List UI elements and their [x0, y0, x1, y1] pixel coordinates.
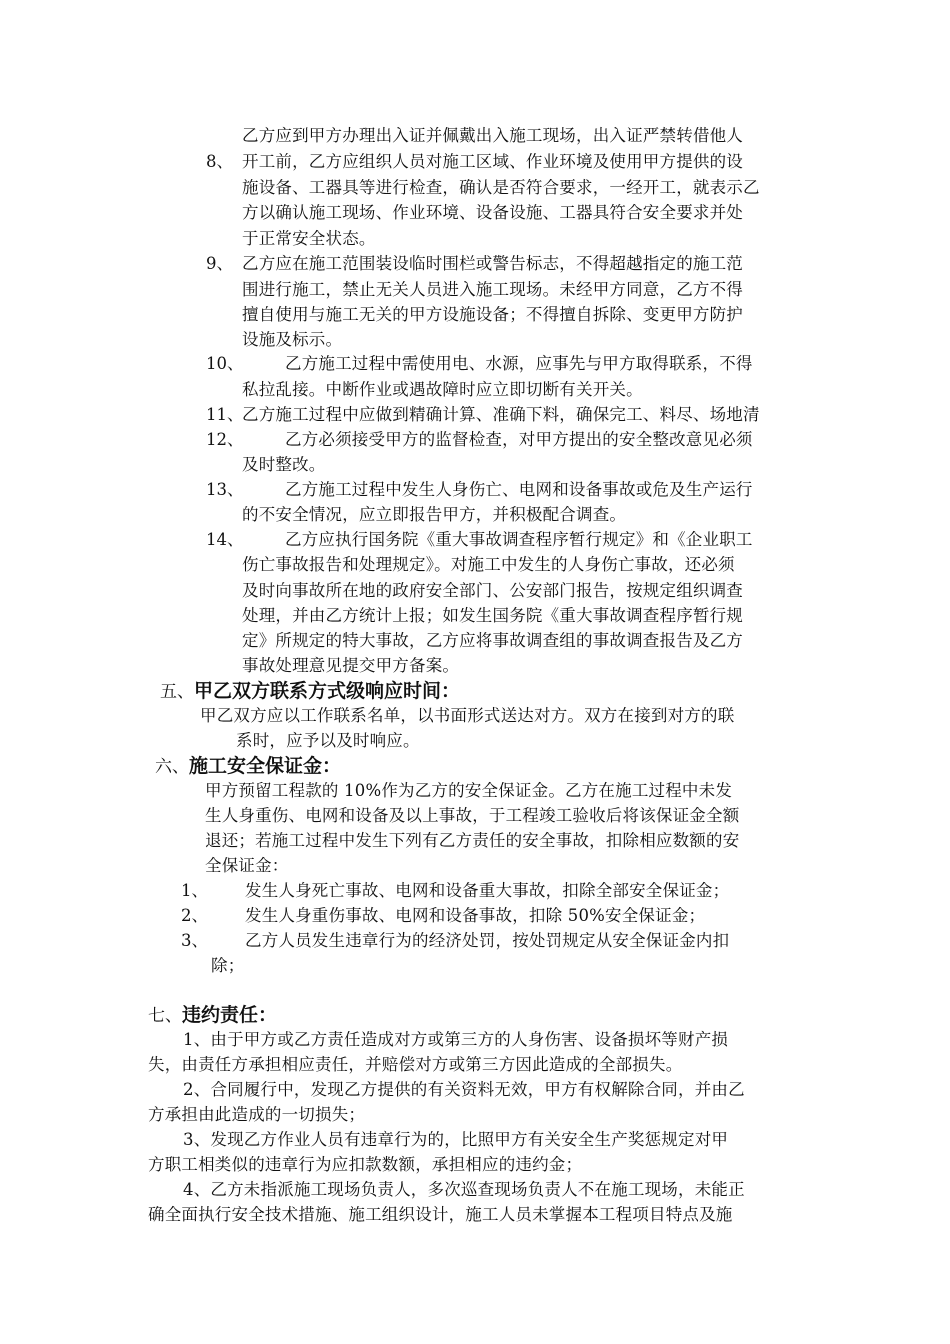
- section7-line: 1、由于甲方或乙方责任造成对方或第三方的人身伤害、设备损坏等财产损: [183, 1030, 729, 1049]
- section6-item-line: 乙方人员发生违章行为的经济处罚，按处罚规定从安全保证金内扣: [245, 931, 730, 950]
- item9-number: 9、: [206, 254, 233, 273]
- section7-title: 违约责任：: [182, 1004, 278, 1026]
- section5-line: 甲乙双方应以工作联系名单，以书面形式送达对方。双方在接到对方的联: [200, 706, 735, 725]
- item8-line: 于正常安全状态。: [242, 229, 376, 248]
- section7-line: 方职工相类似的违章行为应扣款数额，承担相应的违约金；: [148, 1155, 583, 1174]
- item11-line: 乙方施工过程中应做到精确计算、准确下料，确保完工、料尽、场地清: [242, 405, 760, 424]
- item11-number: 11、: [206, 405, 244, 424]
- section5-prefix: 五、: [160, 682, 194, 702]
- item14-line: 伤亡事故报告和处理规定》。对施工中发生的人身伤亡事故，还必须: [242, 555, 735, 574]
- item10-number: 10、: [206, 354, 244, 373]
- section6-prefix: 六、: [155, 757, 189, 777]
- item8-line: 施设备、工器具等进行检查，确认是否符合要求，一经开工，就表示乙: [242, 178, 760, 197]
- section6-line: 全保证金：: [205, 856, 289, 875]
- item14-line: 及时向事故所在地的政府安全部门、公安部门报告，按规定组织调查: [242, 581, 743, 600]
- section6-item-line: 发生人身重伤事故、电网和设备事故，扣除 50%安全保证金；: [245, 906, 706, 925]
- section7-prefix: 七、: [148, 1006, 182, 1026]
- item10-line: 乙方施工过程中需使用电、水源，应事先与甲方取得联系，不得: [285, 354, 753, 373]
- item9-line: 乙方应在施工范围装设临时围栏或警告标志，不得超越指定的施工范: [242, 254, 743, 273]
- item13-line: 乙方施工过程中发生人身伤亡、电网和设备事故或危及生产运行: [285, 480, 753, 499]
- item14-line: 处理，并由乙方统计上报；如发生国务院《重大事故调查程序暂行规: [242, 606, 743, 625]
- section5-line: 系时，应予以及时响应。: [236, 731, 420, 750]
- section6-line: 生人身重伤、电网和设备及以上事故，于工程竣工验收后将该保证金全额: [205, 806, 740, 825]
- item12-line: 乙方必须接受甲方的监督检查，对甲方提出的安全整改意见必须: [285, 430, 753, 449]
- item12-line: 及时整改。: [242, 455, 326, 474]
- section7-heading: [148, 1003, 277, 1028]
- section7-line: 确全面执行安全技术措施、施工组织设计，施工人员未掌握本工程项目特点及施: [148, 1205, 733, 1224]
- item8-line: 方以确认施工现场、作业环境、设备设施、工器具符合安全要求并处: [242, 203, 743, 222]
- section7-line: 2、合同履行中，发现乙方提供的有关资料无效，甲方有权解除合同，并由乙: [183, 1080, 745, 1099]
- section6-item-line: 发生人身死亡事故、电网和设备重大事故，扣除全部安全保证金；: [245, 881, 730, 900]
- item8-number: 8、: [206, 152, 233, 171]
- item14-number: 14、: [206, 530, 244, 549]
- item8-line: 开工前，乙方应组织人员对施工区域、作业环境及使用甲方提供的设: [242, 152, 743, 171]
- section7-line: 3、发现乙方作业人员有违章行为的，比照甲方有关安全生产奖惩规定对甲: [183, 1130, 729, 1149]
- item9-line: 擅自使用与施工无关的甲方设施设备；不得擅自拆除、变更甲方防护: [242, 305, 743, 324]
- item10-line: 私拉乱接。中断作业或遇故障时应立即切断有关开关。: [242, 380, 643, 399]
- section6-heading: [155, 754, 341, 779]
- item14-line: 事故处理意见提交甲方备案。: [242, 656, 460, 675]
- item9-line: 围进行施工，禁止无关人员进入施工现场。未经甲方同意，乙方不得: [242, 280, 743, 299]
- section6-item-number: 2、: [181, 906, 208, 925]
- section6-title: 施工安全保证金：: [189, 755, 342, 777]
- item14-line: 定》所规定的特大事故，乙方应将事故调查组的事故调查报告及乙方: [242, 631, 743, 650]
- section6-item-line: 除；: [211, 956, 245, 975]
- item13-line: 的不安全情况，应立即报告甲方，并积极配合调查。: [242, 505, 627, 524]
- item14-line: 乙方应执行国务院《重大事故调查程序暂行规定》和《企业职工: [285, 530, 753, 549]
- item9-line: 设施及标示。: [242, 330, 343, 349]
- section6-item-number: 3、: [181, 931, 208, 950]
- section7-line: 失，由责任方承担相应责任，并赔偿对方或第三方因此造成的全部损失。: [148, 1055, 683, 1074]
- section6-line: 退还；若施工过程中发生下列有乙方责任的安全事故，扣除相应数额的安: [205, 831, 740, 850]
- section6-item-number: 1、: [181, 881, 208, 900]
- section7-line: 4、乙方未指派施工现场负责人，多次巡查现场负责人不在施工现场，未能正: [183, 1180, 745, 1199]
- section5-heading: [160, 679, 460, 704]
- section6-line: 甲方预留工程款的 10%作为乙方的安全保证金。乙方在施工过程中未发: [205, 781, 733, 800]
- item12-number: 12、: [206, 430, 244, 449]
- section7-line: 方承担由此造成的一切损失；: [148, 1105, 366, 1124]
- item7-tail: 乙方应到甲方办理出入证并佩戴出入施工现场，出入证严禁转借他人: [242, 126, 743, 145]
- section5-title: 甲乙双方联系方式级响应时间：: [194, 680, 461, 702]
- item13-number: 13、: [206, 480, 244, 499]
